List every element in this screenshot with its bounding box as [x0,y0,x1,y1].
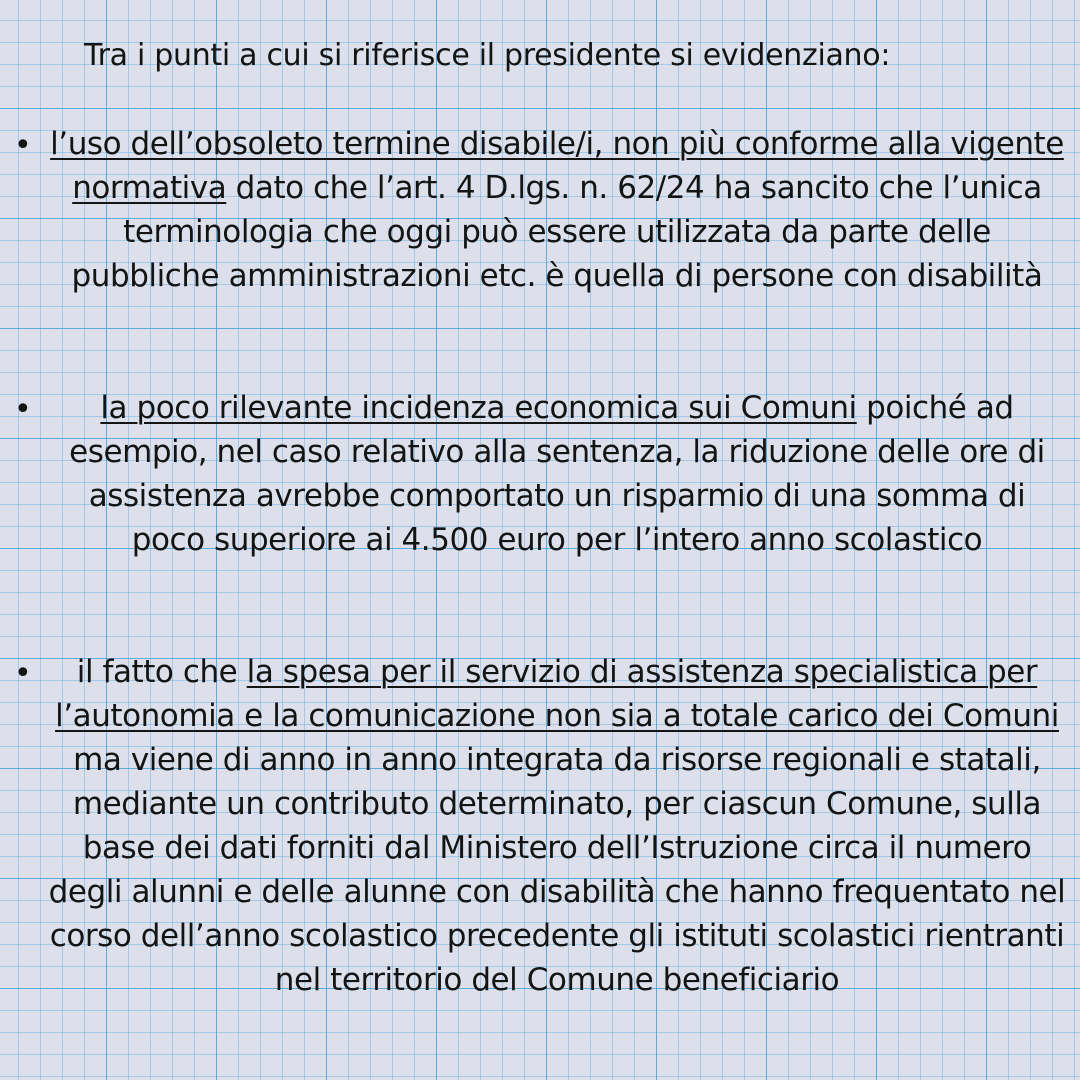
intro-text: Tra i punti a cui si riferisce il presidente si evidenziano: [84,38,891,73]
bullet-1-underlined-text: l’uso dell’obsoleto termine disabile/i, non più conforme alla vigente normativa [50,126,1064,206]
bullet-1-marker: • [14,128,32,163]
bullet-1-text: dato che l’art. 4 D.lgs. n. 62/24 ha sancito che l’unica terminologia che oggi può essere utilizzata da parte delle pubbliche amministrazioni etc. è quella di persone con disabilità [71,170,1043,294]
bullet-2-marker: • [14,392,32,427]
bullet-3-marker: • [14,656,32,691]
bullet-item-3 [48,650,1066,1002]
bullet-3-underlined-text: la spesa per il servizio di assistenza specialistica per l’autonomia e la comunicazione non sia a totale carico dei Comuni [55,654,1059,734]
bullet-2-underlined-text: la poco rilevante incidenza economica sui Comuni [100,390,857,426]
bullet-3-prefix-text: il fatto che [76,654,247,690]
bullet-item-1 [48,122,1066,298]
bullet-2-text: poiché ad esempio, nel caso relativo alla sentenza, la riduzione delle ore di assistenza avrebbe comportato un risparmio di una somma di poco superiore ai 4.500 euro per l’intero anno scolastico [69,390,1045,558]
bullet-3-text: ma viene di anno in anno integrata da risorse regionali e statali, mediante un contributo determinato, per ciascun Comune, sulla base dei dati forniti dal Ministero dell’Istruzione circa il numero degli alunni e delle alunne con disabilità che hanno frequentato nel corso dell’anno scolastico precedente gli istituti scolastici rientranti nel territorio del Comune beneficiario [48,742,1066,998]
bullet-item-2 [48,386,1066,562]
